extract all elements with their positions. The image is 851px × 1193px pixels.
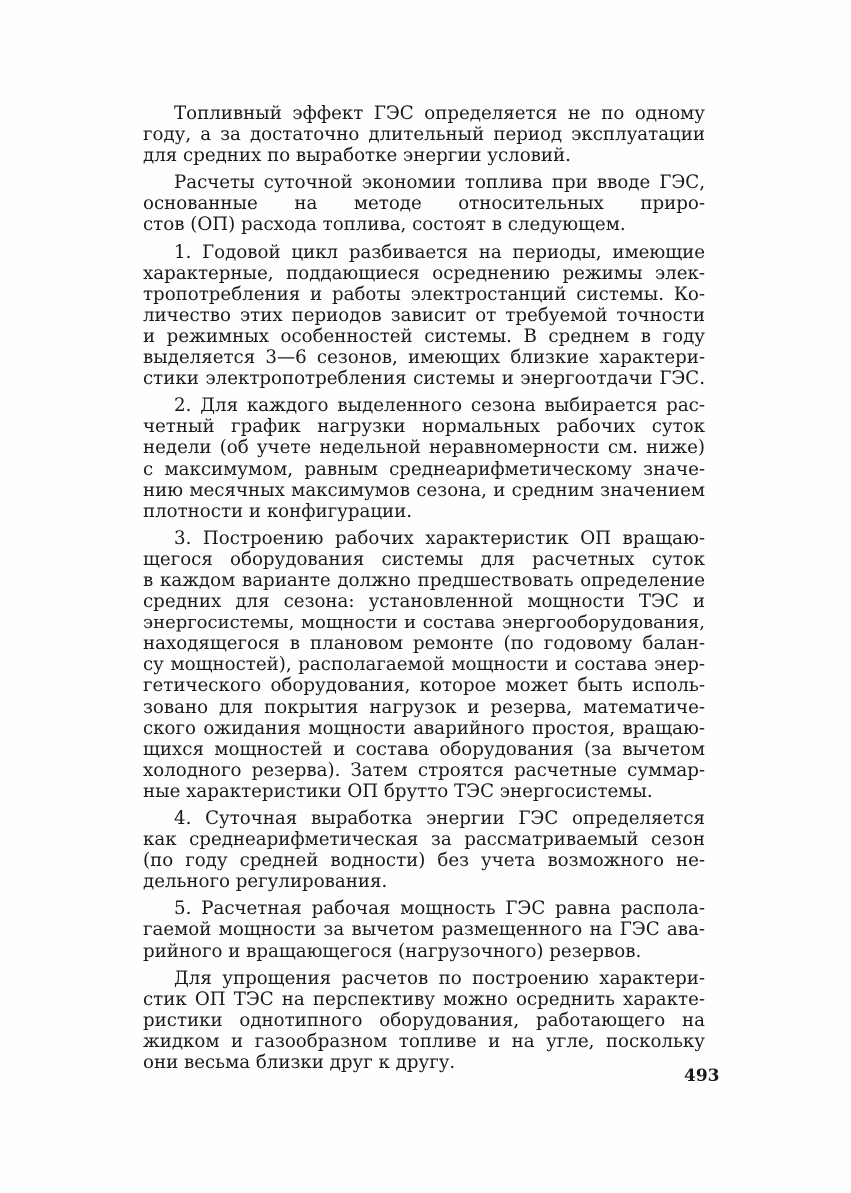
- text-line: жидком и газообразном топливе и на угле, поскольку: [143, 1030, 705, 1052]
- text-line: энергосистемы, мощности и состава энергооборудования,: [143, 612, 705, 634]
- paragraph-2: [143, 172, 705, 235]
- text-line: как среднеарифметическая за рассматриваемый сезон: [143, 829, 705, 851]
- text-line: находящегося в плановом ремонте (по годовому балан-: [143, 633, 705, 655]
- text-line: они весьма близки друг к другу.: [143, 1052, 456, 1074]
- text-line: 2. Для каждого выделенного сезона выбирается рас-: [174, 395, 705, 417]
- text-line: дельного регулирования.: [143, 871, 388, 893]
- text-line: выделяется 3—6 сезонов, имеющих близкие характери-: [143, 347, 705, 369]
- text-line: стов (ОП) расхода топлива, состоят в следующем.: [143, 214, 626, 236]
- text-line: с максимумом, равным среднеарифметическому значе-: [143, 458, 705, 480]
- text-line: Расчеты суточной экономии топлива при вводе ГЭС,: [174, 172, 705, 194]
- text-line: средних для сезона: установленной мощности ТЭС и: [143, 591, 705, 613]
- text-line: холодного резерва). Затем строятся расчетные суммар-: [143, 759, 705, 781]
- text-line: щихся мощностей и состава оборудования (за вычетом: [143, 738, 705, 760]
- text-line: 1. Годовой цикл разбивается на периоды, имеющие: [174, 241, 705, 263]
- page-number: 493: [684, 1066, 720, 1086]
- paragraph-6: [143, 808, 705, 892]
- text-line: (по году средней водности) без учета возможного не-: [143, 850, 705, 872]
- text-line: в каждом варианте должно предшествовать определение: [143, 569, 705, 591]
- text-line: 3. Построению рабочих характеристик ОП вращаю-: [174, 527, 705, 549]
- paragraph-5: [143, 528, 705, 802]
- text-line: щегося оборудования системы для расчетных суток: [143, 548, 705, 570]
- text-line: ристики однотипного оборудования, работающего на: [143, 1009, 705, 1031]
- text-line: характерные, поддающиеся осреднению режимы элек-: [143, 262, 705, 284]
- text-line: плотности и конфигурации.: [143, 500, 413, 522]
- text-line: для средних по выработке энергии условий.: [143, 145, 571, 167]
- paragraph-4: [143, 395, 705, 522]
- text-line: су мощностей), располагаемой мощности и состава энер-: [143, 654, 705, 676]
- text-line: четный график нагрузки нормальных рабочих суток: [143, 416, 705, 438]
- paragraph-1: [143, 103, 705, 166]
- text-line: зовано для покрытия нагрузок и резерва, математиче-: [143, 696, 705, 718]
- text-line: и режимных особенностей системы. В среднем в году: [143, 325, 705, 347]
- text-line: 4. Суточная выработка энергии ГЭС определяется: [174, 808, 705, 829]
- paragraph-8: [143, 968, 705, 1073]
- text-line: нию месячных максимумов сезона, и средним значением: [143, 479, 705, 501]
- text-line: рийного и вращающегося (нагрузочного) резервов.: [143, 940, 642, 962]
- paragraph-3: [143, 242, 705, 390]
- text-line: недели (об учете недельной неравномерности см. ниже): [143, 437, 705, 459]
- text-line: стики электропотребления системы и энергоотдачи ГЭС.: [143, 368, 705, 390]
- text-line: ные характеристики ОП брутто ТЭС энергосистемы.: [143, 780, 653, 802]
- text-line: Для упрощения расчетов по построению характери-: [174, 967, 705, 989]
- page-body-text: [143, 103, 705, 1073]
- text-line: году, а за достаточно длительный период эксплуатации: [143, 124, 705, 146]
- text-line: личество этих периодов зависит от требуемой точности: [143, 304, 705, 326]
- text-line: Топливный эффект ГЭС определяется не по одному: [174, 103, 705, 124]
- text-line: основанные на методе относительных приро-: [143, 193, 705, 215]
- paragraph-7: [143, 898, 705, 961]
- text-line: ского ожидания мощности аварийного простоя, вращаю-: [143, 717, 705, 739]
- text-line: гаемой мощности за вычетом размещенного на ГЭС ава-: [143, 919, 705, 941]
- text-line: 5. Расчетная рабочая мощность ГЭС равна распола-: [174, 898, 705, 920]
- text-line: гетического оборудования, которое может быть исполь-: [143, 675, 705, 697]
- text-line: стик ОП ТЭС на перспективу можно осреднить характе-: [143, 988, 705, 1010]
- text-line: тропотребления и работы электростанций системы. Ко-: [143, 283, 705, 305]
